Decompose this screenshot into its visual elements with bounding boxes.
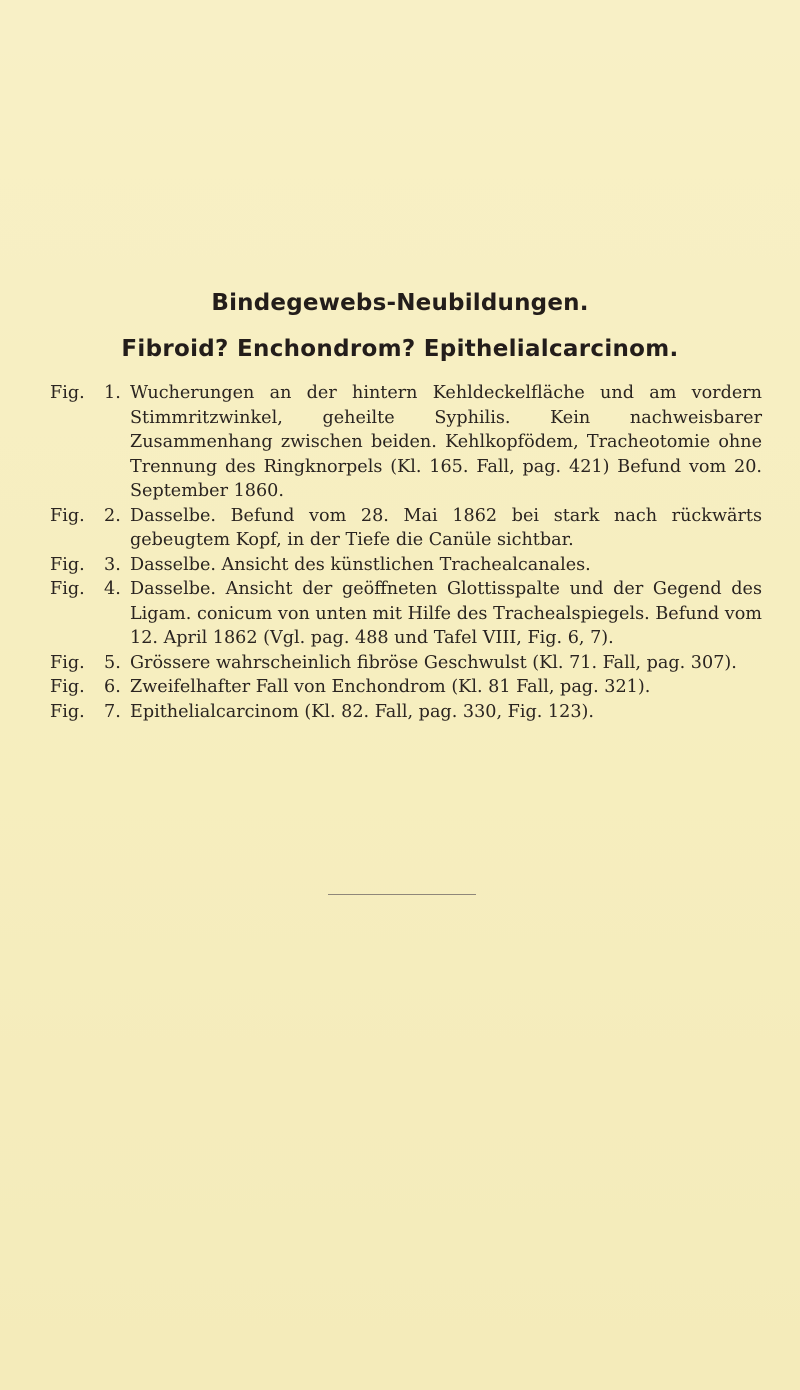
fig-description: Dasselbe. Befund vom 28. Mai 1862 bei stark nach rückwärts gebeugtem Kopf, in der Tiefe die Canüle sichtbar. — [130, 505, 762, 550]
fig-label: Fig. — [50, 383, 85, 403]
fig-number: 6. — [104, 677, 121, 697]
fig-description: Dasselbe. Ansicht der geöffneten Glottisspalte und der Gegend des Ligam. conicum von unten mit Hilfe des Trachealspiegels. Befund vom 12. April 1862 (Vgl. pag. 488 und Tafel VIII, Fig. 6, 7). — [130, 579, 762, 648]
figure-list — [50, 381, 762, 724]
figure-entry-2 — [50, 504, 762, 553]
fig-label: Fig. — [50, 652, 85, 673]
figure-entry-7 — [50, 700, 762, 725]
fig-label: Fig. — [50, 701, 85, 722]
fig-label: Fig. — [50, 505, 85, 526]
fig-description: Grössere wahrscheinlich fibröse Geschwulst (Kl. 71. Fall, pag. 307). — [130, 652, 737, 673]
fig-label: Fig. — [50, 677, 85, 697]
fig-description: Wucherungen an der hintern Kehldeckelfläche und am vordern Stimmritzwinkel, geheilte Syphilis. Kein nachweisbarer Zusammenhang zwischen beiden. Kehlkopfödem, Tracheotomie ohne Trennung des Ringknorpels (Kl. 165. Fall, pag. 421) Befund vom 20. September 1860. — [130, 383, 762, 501]
fig-number: 5. — [104, 652, 121, 673]
fig-number: 2. — [104, 505, 121, 526]
figure-entry-5 — [50, 651, 762, 676]
fig-description: Zweifelhafter Fall von Enchondrom (Kl. 81 Fall, pag. 321). — [130, 677, 651, 697]
fig-label: Fig. — [50, 579, 85, 599]
fig-number: 3. — [104, 554, 121, 575]
section-subtitle: Fibroid? Enchondrom? Epithelialcarcinom. — [121, 336, 679, 362]
figure-entry-3 — [50, 553, 762, 578]
divider-rule — [328, 894, 476, 895]
fig-label: Fig. — [50, 554, 85, 575]
fig-number: 7. — [104, 701, 121, 722]
figure-entry-4 — [50, 577, 762, 651]
fig-description: Dasselbe. Ansicht des künstlichen Trachealcanales. — [130, 554, 591, 575]
fig-description: Epithelialcarcinom (Kl. 82. Fall, pag. 330, Fig. 123). — [130, 701, 594, 722]
figure-entry-1 — [50, 381, 762, 504]
figure-entry-6 — [50, 675, 762, 700]
section-title: Bindegewebs-Neubildungen. — [211, 290, 589, 316]
fig-number: 1. — [104, 383, 121, 403]
fig-number: 4. — [104, 579, 121, 599]
